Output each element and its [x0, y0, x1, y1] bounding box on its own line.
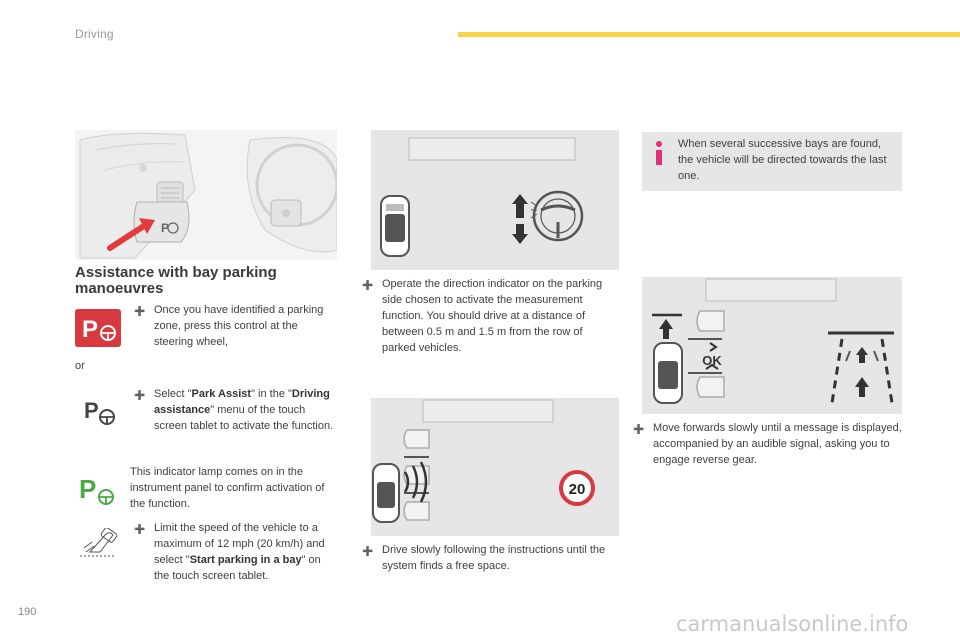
- step-move-forwards-text: Move forwards slowly until a message is displayed, accompanied by an audible signal, asking you to engage reverse gear.: [653, 422, 902, 466]
- ok-indicator: [702, 343, 722, 369]
- driving-assistance-label: Driving assistance: [154, 388, 330, 416]
- step-select-menu: [134, 386, 334, 434]
- svg-text:P: P: [82, 316, 99, 343]
- speed-limit-value: 20: [568, 481, 586, 498]
- svg-text:P: P: [79, 474, 97, 504]
- step3-text-a: Limit the speed of the vehicle to a maximum of 12 mph (20 km/h) and select ": [154, 522, 325, 566]
- step-limit-speed-text: [154, 520, 334, 584]
- section-heading: Assistance with bay parking manoeuvres: [75, 264, 277, 297]
- steering-control-photo: [75, 130, 337, 260]
- bullet-icon: ➕: [362, 546, 374, 556]
- step2-text-a: Select ": [154, 388, 192, 400]
- step2-text-c: " menu of the touch screen tablet to activate the function.: [154, 404, 334, 432]
- or-label: or: [75, 360, 85, 372]
- ok-label: OK: [702, 353, 722, 368]
- car-icon: [654, 343, 682, 403]
- diagram-reverse-panel: [642, 277, 902, 414]
- diagram-indicator-panel: [371, 130, 619, 270]
- touch-hand-icon: [76, 528, 122, 560]
- info-text: When several successive bays are found, the vehicle will be directed towards the last one.: [678, 138, 887, 182]
- step3-text-b: " on the touch screen tablet.: [154, 554, 321, 582]
- bullet-icon: ➕: [633, 424, 645, 434]
- step-select-menu-text: [154, 386, 334, 434]
- park-assist-button-icon: [75, 309, 121, 347]
- speed-limit-sign: [561, 472, 593, 504]
- step-press-control-text: Once you have identified a parking zone, press this control at the steering wheel,: [154, 304, 324, 348]
- step2-text-b: " in the ": [251, 388, 292, 400]
- step-drive-slowly-text: Drive slowly following the instructions until the system finds a free space.: [382, 544, 606, 572]
- diagram-scanning-panel: [371, 398, 619, 536]
- bullet-icon: ➕: [134, 390, 146, 400]
- step-move-forwards: [633, 420, 905, 468]
- park-assist-label: Park Assist: [191, 388, 252, 400]
- bullet-icon: ➕: [134, 306, 146, 316]
- info-icon: [652, 140, 666, 166]
- section-label: Driving: [75, 27, 114, 41]
- indicator-lamp-text: This indicator lamp comes on in the instrument panel to confirm activation of the function.: [130, 466, 325, 510]
- car-icon: [373, 464, 399, 522]
- bullet-icon: ➕: [362, 280, 374, 290]
- reverse-guide-icon: [828, 333, 894, 403]
- svg-text:P: P: [161, 221, 170, 235]
- info-box: [642, 132, 902, 191]
- steering-wheel-icon: [534, 192, 582, 240]
- step-limit-speed: [134, 520, 334, 584]
- step-direction-indicator: [362, 276, 618, 356]
- watermark: carmanualsonline.info: [676, 612, 909, 636]
- step-press-control: [134, 302, 334, 350]
- bullet-icon: ➕: [134, 524, 146, 534]
- step-drive-slowly: [362, 542, 618, 574]
- indicator-lamp-icon: [78, 471, 120, 507]
- car-icon: [381, 196, 409, 256]
- start-parking-label: Start parking in a bay: [189, 554, 302, 566]
- svg-text:P: P: [84, 398, 99, 423]
- page-number: 190: [18, 606, 37, 618]
- park-assist-menu-icon: [82, 394, 122, 428]
- header-accent-bar: [458, 32, 960, 37]
- step-direction-indicator-text: Operate the direction indicator on the parking side chosen to activate the measurement function. You should drive at a distance of between 0.5 m and 1.5 m from the row of parked vehicles.: [382, 278, 603, 354]
